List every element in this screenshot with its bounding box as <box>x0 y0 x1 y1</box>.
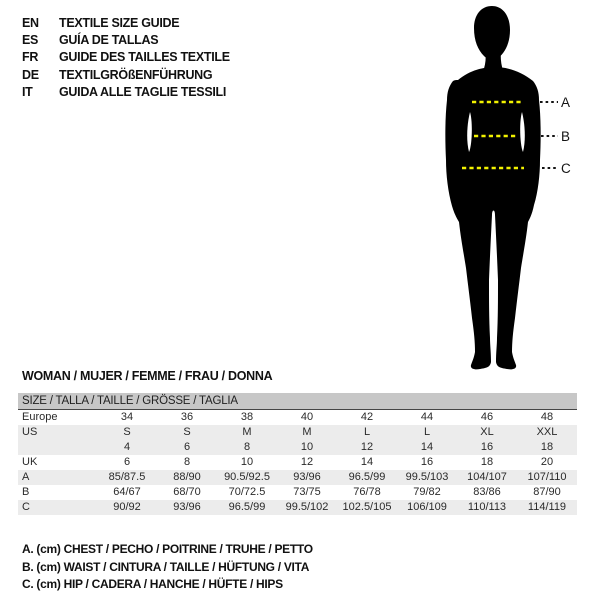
size-cell: 83/86 <box>473 486 501 498</box>
size-cell: 106/109 <box>407 501 447 513</box>
measure-label-a: A <box>561 95 571 110</box>
size-cell: 46 <box>480 411 494 423</box>
size-cell: 16 <box>420 456 434 468</box>
size-cell: 12 <box>360 441 374 453</box>
size-cell: 20 <box>540 456 554 468</box>
size-cell: M <box>302 426 312 438</box>
size-cell: 8 <box>243 441 251 453</box>
language-title-label: GUIDE DES TAILLES TEXTILE <box>59 50 230 65</box>
legend-item: B. (cm) WAIST / CINTURA / TAILLE / HÜFTUNG / VITA <box>22 559 310 574</box>
size-cell: 18 <box>480 456 494 468</box>
size-cell: S <box>183 426 191 438</box>
size-cell: 42 <box>360 411 374 423</box>
row-label: A <box>22 471 30 483</box>
table-row <box>18 440 577 455</box>
size-cell: 114/119 <box>527 501 567 513</box>
size-cell: 99.5/103 <box>405 471 449 483</box>
size-cell: 14 <box>360 456 374 468</box>
size-cell: 6 <box>183 441 191 453</box>
row-label: Europe <box>22 411 58 423</box>
language-code: ES <box>22 33 39 48</box>
size-cell: 110/113 <box>467 501 507 513</box>
size-cell: L <box>363 426 371 438</box>
language-title-row <box>22 66 230 83</box>
measure-legend <box>22 542 313 595</box>
size-cell: 38 <box>240 411 254 423</box>
row-label <box>18 440 97 455</box>
language-title-label: TEXTILGRÖßENFÜHRUNG <box>59 67 213 82</box>
table-row <box>18 500 577 515</box>
row-label: US <box>22 426 38 438</box>
size-cell: 70/72.5 <box>228 486 266 498</box>
table-row <box>18 470 577 485</box>
row-label: C <box>22 501 30 513</box>
size-cell: 99.5/102 <box>285 501 329 513</box>
woman-figure <box>400 0 600 390</box>
size-cell: 93/96 <box>293 471 321 483</box>
size-cell: XXL <box>536 426 558 438</box>
table-row <box>18 425 577 440</box>
size-cell: 34 <box>120 411 134 423</box>
size-cell: 16 <box>480 441 494 453</box>
size-cell: 88/90 <box>173 471 201 483</box>
size-cell: 96.5/99 <box>228 501 266 513</box>
size-cell: 93/96 <box>173 501 201 513</box>
size-cell: 87/90 <box>533 486 561 498</box>
size-cell: 36 <box>180 411 194 423</box>
size-cell: 85/87.5 <box>108 471 146 483</box>
row-label: UK <box>22 456 38 468</box>
size-cell: 73/75 <box>293 486 321 498</box>
size-cell: 90.5/92.5 <box>224 471 270 483</box>
language-code: DE <box>22 67 39 82</box>
size-cell: 8 <box>183 456 191 468</box>
size-cell: 10 <box>240 456 254 468</box>
silhouette-body <box>445 67 540 369</box>
language-title-row <box>22 31 230 48</box>
size-table <box>18 393 577 515</box>
measure-label-b: B <box>561 129 571 144</box>
size-table-header: SIZE / TALLA / TAILLE / GRÖSSE / TAGLIA <box>18 393 577 410</box>
size-cell: 40 <box>300 411 314 423</box>
language-title-label: GUIDA ALLE TAGLIE TESSILI <box>59 85 227 100</box>
language-code: IT <box>22 85 33 100</box>
table-row <box>18 410 577 425</box>
size-cell: 68/70 <box>173 486 201 498</box>
size-cell: 44 <box>420 411 434 423</box>
measure-label-c: C <box>561 161 571 176</box>
legend-item: A. (cm) CHEST / PECHO / POITRINE / TRUHE / PETTO <box>22 542 313 556</box>
size-cell: 79/82 <box>413 486 441 498</box>
size-cell: 48 <box>540 411 554 423</box>
size-cell: S <box>123 426 131 438</box>
language-title-list <box>22 14 230 101</box>
language-title-row <box>22 14 230 31</box>
size-cell: 12 <box>300 456 314 468</box>
size-table-body <box>18 410 577 515</box>
language-code: FR <box>22 50 39 65</box>
language-code: EN <box>22 15 39 30</box>
language-title-row <box>22 84 230 101</box>
size-cell: 64/67 <box>113 486 141 498</box>
size-cell: 96.5/99 <box>348 471 386 483</box>
size-cell: 10 <box>300 441 314 453</box>
size-cell: 18 <box>540 441 554 453</box>
size-cell: L <box>423 426 431 438</box>
table-row <box>18 455 577 470</box>
size-cell: XL <box>480 426 494 438</box>
language-title-label: GUÍA DE TALLAS <box>59 33 159 48</box>
language-title-row <box>22 49 230 66</box>
size-cell: 90/92 <box>113 501 141 513</box>
woman-silhouette-graphic <box>400 0 600 390</box>
size-cell: 76/78 <box>353 486 381 498</box>
size-cell: 107/110 <box>527 471 567 483</box>
size-cell: 14 <box>420 441 434 453</box>
size-cell: M <box>242 426 252 438</box>
size-cell: 4 <box>123 441 131 453</box>
size-cell: 6 <box>123 456 131 468</box>
language-title-label: TEXTILE SIZE GUIDE <box>59 15 180 30</box>
row-label: B <box>22 486 30 498</box>
section-title: WOMAN / MUJER / FEMME / FRAU / DONNA <box>22 369 273 383</box>
table-row <box>18 485 577 500</box>
size-cell: 102.5/105 <box>342 501 392 513</box>
size-cell: 104/107 <box>467 471 507 483</box>
legend-item: C. (cm) HIP / CADERA / HANCHE / HÜFTE / HIPS <box>22 577 283 592</box>
